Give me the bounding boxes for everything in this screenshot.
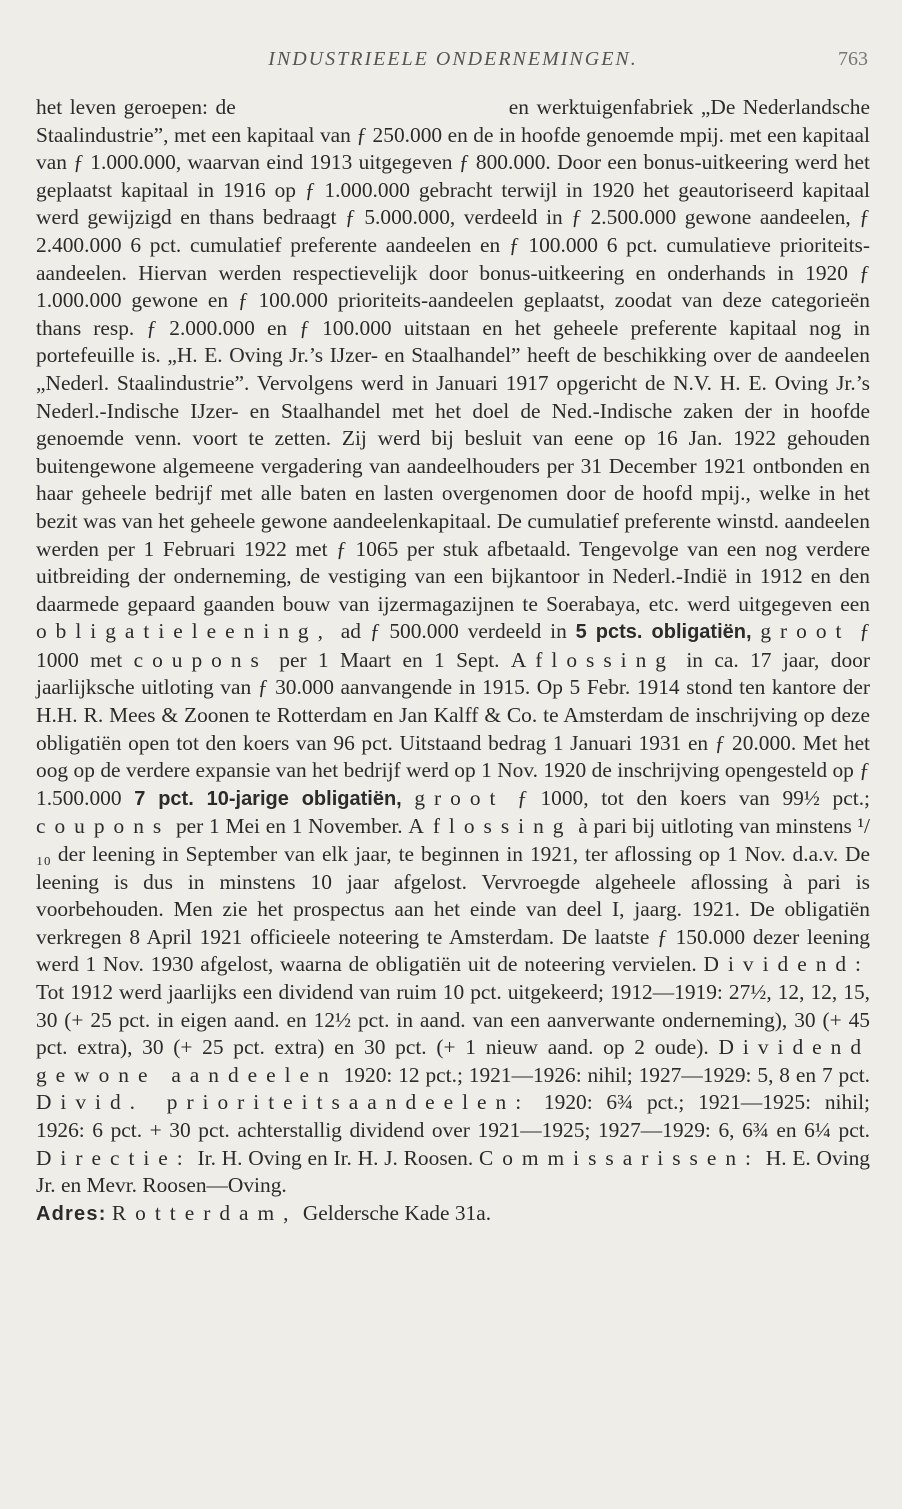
running-title: INDUSTRIEELE ONDERNEMINGEN.: [268, 48, 638, 70]
text-segment: in ca. 17 jaar, door jaarlijksche uitloting van ƒ 30.000 aanvangende in 1915. Op 5 Febr. 1914 stond ten kantore der H.H. R. Mees & Zoonen te Rotterdam en Jan Kalff & Co. te Amsterdam de inschrijving op deze obligatiën open tot den koers van 96 pct. Uitstaand bedrag 1 Januari 1931 en ƒ 20.000. Met het oog op de verdere expansie van het bedrijf werd op 1 Nov. 1920 de inschrijving opengesteld op ƒ 1.500.000: [36, 647, 870, 810]
body-text: [36, 94, 876, 1228]
address-label: Adres:: [36, 1202, 107, 1225]
spaced-term: Aflossing: [408, 814, 573, 839]
spaced-term: Commissarissen:: [478, 1145, 760, 1170]
spaced-term: Dividend gewone aandeelen: [36, 1035, 870, 1087]
text-segment: ƒ 1000 met: [36, 619, 871, 672]
text-segment: ƒ 1000, tot den koers van 99½ pct.;: [517, 785, 870, 810]
bold-term: 5 pcts. obligatiën,: [575, 621, 752, 644]
spaced-term: groot: [414, 785, 505, 810]
text-segment: Tot 1912 werd jaarlijks een dividend van ruim 10 pct. uitgekeerd; 1912—1919: 27½, 12, 12, 15, 30 (+ 25 pct. in eigen aand. en 12½ pct. in aand. van een aanverwante onderneming), 30 (+ 45 pct. extra), 30 (+ 25 pct. extra) en 30 pct. (+ 1 nieuw aand. op 2 oude).: [36, 980, 870, 1060]
spaced-term: Directie:: [36, 1145, 192, 1170]
text-segment: ad ƒ 500.000 verdeeld in: [340, 619, 567, 644]
spaced-term: Rotterdam,: [111, 1200, 298, 1225]
text-segment: Ir. H. Oving en Ir. H. J. Roosen.: [197, 1145, 474, 1170]
text-segment: à pari bij uitloting van minstens ¹/₁₀ der leening in September van elk jaar, te beginnen in 1921, ter aflossing op 1 Nov. d.a.v. De leening is dus in minstens 10 jaar afgelost. Vervroegde algeheele aflossing à pari is voorbehouden. Men zie het prospectus aan het einde van deel I, jaarg. 1921. De obligatiën verkregen 8 April 1921 officieele noteering te Amsterdam. De laatste ƒ 150.000 dezer leening werd 1 Nov. 1930 afgelost, waarna de obligatiën uit de noteering vervielen.: [36, 814, 870, 977]
text-segment: Geldersche Kade 31a.: [302, 1200, 492, 1225]
spaced-term: coupons: [133, 647, 268, 672]
text-segment: het leven geroepen: de en werktuigenfabriek „De Nederlandsche Staalindustrie”, met een kapitaal van ƒ 250.000 en de in hoofde genoemde mpij. met een kapitaal van ƒ 1.000.000, waarvan eind 1913 uitgegeven ƒ 800.000. Door een bonus-uitkeering werd het geplaatst kapitaal in 1916 op ƒ 1.000.000 gebracht terwijl in 1920 het geautoriseerd kapitaal werd gewijzigd en thans bedraagt ƒ 5.000.000, verdeeld in ƒ 2.500.000 gewone aandeelen, ƒ 2.400.000 6 pct. cumulatief preferente aandeelen en ƒ 100.000 6 pct. cumulatieve prioriteits-aandeelen. Hiervan werden respectievelijk door bonus-uitkeering en onderhands in 1920 ƒ 1.000.000 gewone en ƒ 100.000 prioriteits-aandeelen geplaatst, zoodat van deze categorieën thans resp. ƒ 2.000.000 en ƒ 100.000 uitstaan en het geheele preferente kapitaal nog in portefeuille is. „H. E. Oving Jr.’s IJzer- en Staalhandel” heeft de beschikking over de aandeelen „Nederl. Staalindustrie”. Vervolgens werd in Januari 1917 opgericht de N.V. H. E. Oving Jr.’s Nederl.-Indische IJzer- en Staalhandel met het doel de Ned.-Indische zaken der in hoofde genoemde venn. voort te zetten. Zij werd bij besluit van eene op 16 Jan. 1922 gehouden buitengewone algemeene vergadering van aandeelhouders per 31 December 1921 ontbonden en haar geheele bedrijf met alle baten en lasten overgenomen door de hoofd mpij., welke in het bezit was van het geheele gewone aandeelenkapitaal. De cumulatief preferente winstd. aandeelen werden per 1 Februari 1922 met ƒ 1065 per stuk afbetaald. Tengevolge van een nog verdere uitbreiding der onderneming, de vestiging van een bijkantoor in Nederl.-Indië in 1912 en den daarmede gepaard gaanden bouw van ijzermagazijnen te Soerabaya, etc. werd uitgegeven een: [36, 95, 876, 616]
bold-term: 7 pct. 10-jarige obligatiën,: [134, 787, 402, 810]
text-segment: per 1 Mei en 1 November.: [175, 814, 403, 839]
running-head: [36, 48, 870, 82]
text-segment: 1920: 12 pct.; 1921—1926: nihil; 1927—1929: 5, 8 en 7 pct.: [343, 1062, 870, 1087]
page-number: 763: [838, 48, 868, 70]
text-segment: 1920: 6¾ pct.; 1921—1925: nihil; 1926: 6 pct. + 30 pct. achterstallig dividend over 1921—1925; 1927—1929: 6, 6¾ en 6¼ pct.: [36, 1090, 870, 1142]
spaced-term: coupons: [36, 814, 171, 839]
spaced-term: groot: [760, 619, 851, 644]
spaced-term: Dividend:: [703, 952, 870, 977]
text-segment: H. E. Oving Jr. en Mevr. Roosen—Oving.: [36, 1145, 870, 1198]
spaced-term: Aflossing: [510, 647, 675, 672]
spaced-term: obligatieleening,: [36, 619, 332, 644]
text-segment: per 1 Maart en 1 Sept.: [279, 647, 500, 672]
spaced-term: Divid. prioriteitsaandeelen:: [36, 1090, 531, 1115]
